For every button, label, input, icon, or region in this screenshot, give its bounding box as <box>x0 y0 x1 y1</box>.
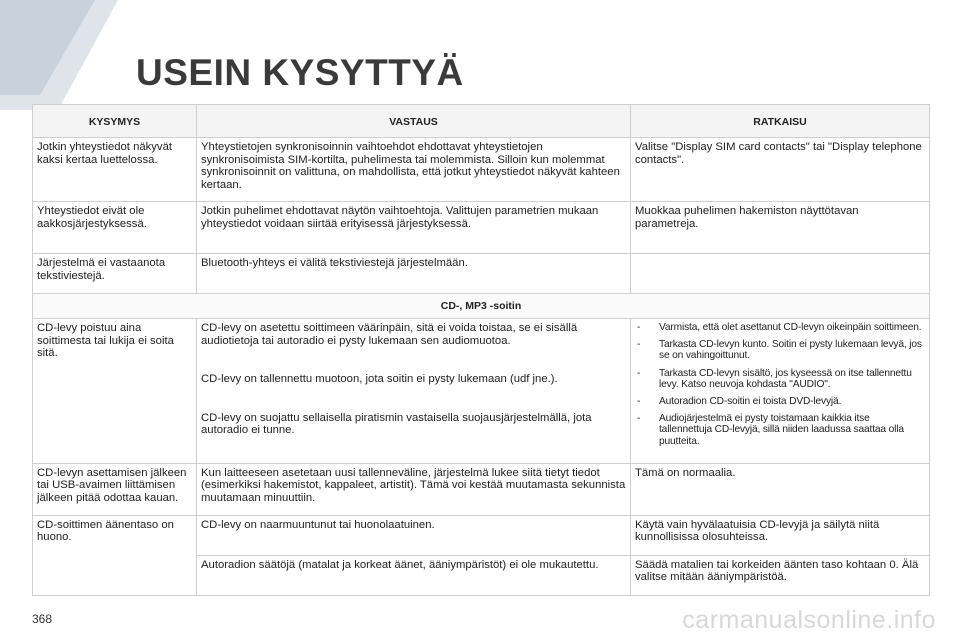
table-row <box>33 138 930 202</box>
question-cell: Yhteystiedot eivät ole aakkosjärjestyksessä. <box>33 202 197 254</box>
solution-item: - Tarkasta CD-levyn sisältö, jos kyseessä on itse tallennettu levy. Katso neuvoja kohdasta "AUDIO". <box>635 368 925 390</box>
section-title: CD-, MP3 -soitin <box>33 294 930 319</box>
watermark: carmanualsonline.info <box>682 606 936 634</box>
section-row <box>33 294 930 319</box>
answer-cell: Autoradion säätöjä (matalat ja korkeat äänet, ääniympäristöt) ei ole mukautettu. <box>197 555 631 595</box>
question-cell: Järjestelmä ei vastaanota tekstiviestejä. <box>33 254 197 294</box>
solution-cell <box>631 318 930 463</box>
solution-cell: Säädä matalien tai korkeiden äänten taso kohtaan 0. Älä valitse mitään ääniympäristöä. <box>631 555 930 595</box>
answer-cell: Jotkin puhelimet ehdottavat näytön vaihtoehtoja. Valittujen parametrien mukaan yhteystiedot voidaan siirtää erityisessä järjestyksessä. <box>197 202 631 254</box>
question-cell: Jotkin yhteystiedot näkyvät kaksi kertaa luettelossa. <box>33 138 197 202</box>
question-cell: CD-levyn asettamisen jälkeen tai USB-avaimen liittämisen jälkeen pitää odottaa kauan. <box>33 463 197 515</box>
corner-decoration <box>0 0 130 110</box>
solution-item: - Audiojärjestelmä ei pysty toistamaan kaikkia itse tallennettuja CD-levyjä, sillä niiden laadussa saattaa olla puutteita. <box>635 413 925 447</box>
answer-cell: Yhteystietojen synkronisoinnin vaihtoehdot ehdottavat yhteystietojen synkronisoimista SIM-kortilta, puhelimesta tai molemmista. Silloin kun molemmat synkronisoinnit on valittuna, on mahdollista, että jotkut yhteystiedot näkyvät kahteen kertaan. <box>197 138 631 202</box>
solution-item: - Autoradion CD-soitin ei toista DVD-levyjä. <box>635 396 925 407</box>
answer-cell <box>197 318 631 463</box>
table-row <box>33 463 930 515</box>
table-row <box>33 515 930 555</box>
question-cell: CD-soittimen äänentaso on huono. <box>33 515 197 595</box>
header-answer: VASTAUS <box>197 105 631 138</box>
solution-list <box>635 322 925 447</box>
solution-cell: Muokkaa puhelimen hakemiston näyttötavan parametreja. <box>631 202 930 254</box>
table-row <box>33 318 930 463</box>
table-row <box>33 202 930 254</box>
header-solution: RATKAISU <box>631 105 930 138</box>
solution-item: - Tarkasta CD-levyn kunto. Soitin ei pysty lukemaan levyä, jos se on vahingoittunut. <box>635 339 925 361</box>
solution-cell: Tämä on normaalia. <box>631 463 930 515</box>
answer-cell: Bluetooth-yhteys ei välitä tekstiviestejä järjestelmään. <box>197 254 631 294</box>
solution-item: - Varmista, että olet asettanut CD-levyn oikeinpäin soittimeen. <box>635 322 925 333</box>
solution-cell: Käytä vain hyvälaatuisia CD-levyjä ja säilytä niitä kunnollisissa olosuhteissa. <box>631 515 930 555</box>
answer-text: CD-levy on asetettu soittimeen väärinpäin, sitä ei voida toistaa, se ei sisällä audiotietoja tai autoradio ei pysty lukemaan sen audiomuotoa. <box>201 321 578 347</box>
solution-cell <box>631 254 930 294</box>
answer-cell: Kun laitteeseen asetetaan uusi tallenneväline, järjestelmä lukee siitä tietyt tiedot (esimerkiksi hakemistot, kappaleet, artistit). Tämä voi kestää muutamasta sekunnista muutamaan minuuttiin. <box>197 463 631 515</box>
table-header-row <box>33 105 930 138</box>
answer-text: CD-levy on tallennettu muotoon, jota soitin ei pysty lukemaan (udf jne.). <box>201 373 558 386</box>
solution-cell: Valitse "Display SIM card contacts" tai "Display telephone contacts". <box>631 138 930 202</box>
header-question: KYSYMYS <box>33 105 197 138</box>
question-cell: CD-levy poistuu aina soittimesta tai lukija ei soita sitä. <box>33 318 197 463</box>
answer-text: CD-levy on suojattu sellaisella piratismin vastaisella suojausjärjestelmällä, jota autoradio ei tunne. <box>201 411 592 437</box>
answer-cell: CD-levy on naarmuuntunut tai huonolaatuinen. <box>197 515 631 555</box>
page-title: USEIN KYSYTTYÄ <box>136 52 464 93</box>
page-number: 368 <box>32 612 53 626</box>
faq-table <box>32 104 930 596</box>
table-row <box>33 254 930 294</box>
